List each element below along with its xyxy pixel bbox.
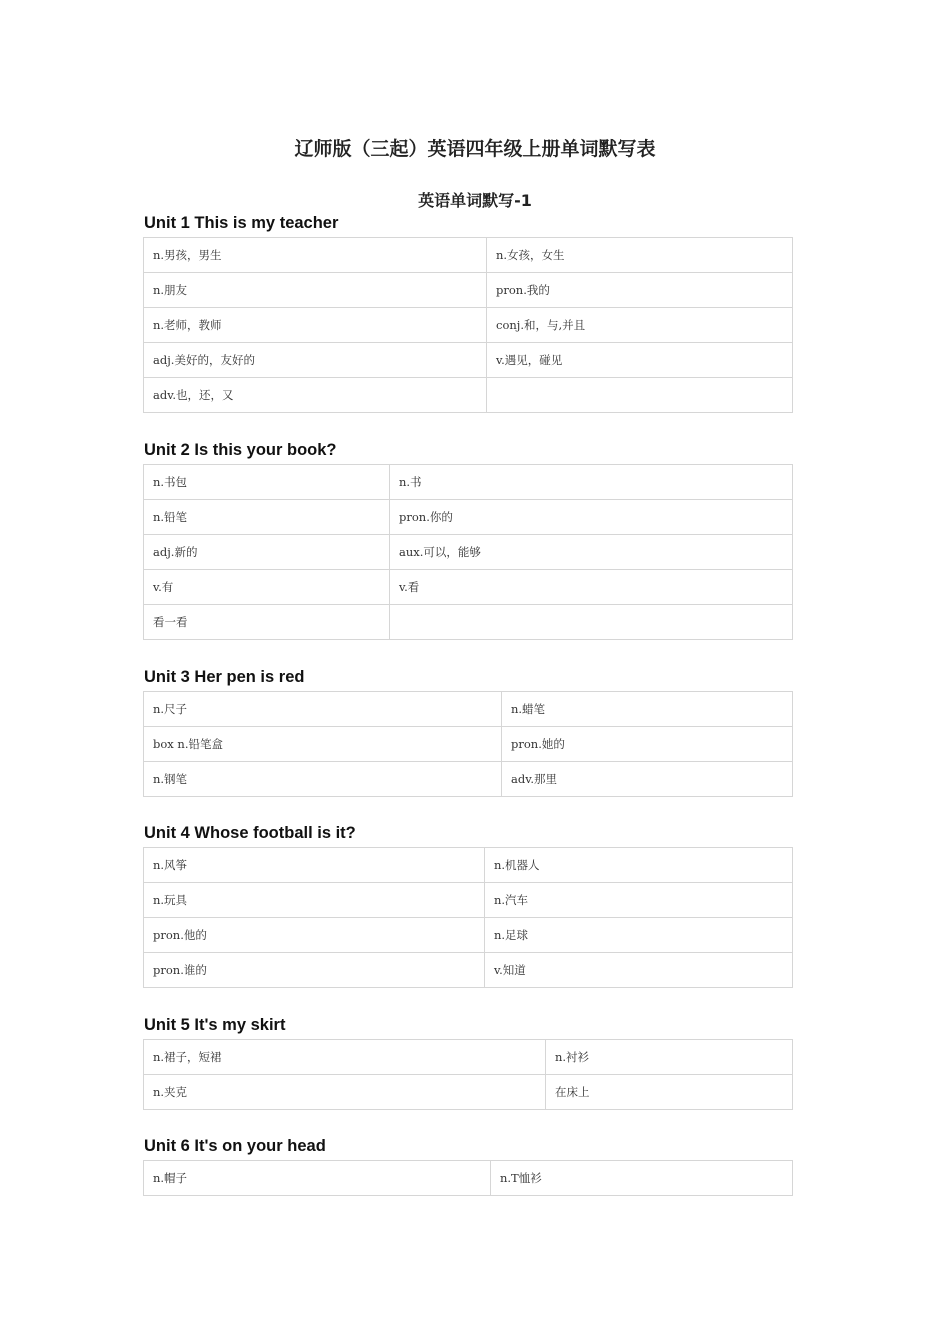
vocab-cell: pron.她的 (502, 727, 793, 762)
vocab-cell: pron.你的 (390, 500, 793, 535)
table-row (144, 1075, 793, 1110)
vocab-cell: pron.谁的 (144, 953, 485, 988)
vocab-cell: n.老师，教师 (144, 308, 487, 343)
vocab-cell: aux.可以，能够 (390, 535, 793, 570)
unit-5-vocab-table (143, 1039, 793, 1110)
table-row (144, 1040, 793, 1075)
table-row (144, 762, 793, 797)
vocab-cell: adj.新的 (144, 535, 390, 570)
unit-2-heading: Unit 2 Is this your book? (144, 441, 337, 459)
vocab-cell: n.T恤衫 (491, 1161, 793, 1196)
vocab-cell: conj.和，与,并且 (487, 308, 793, 343)
table-row (144, 953, 793, 988)
vocab-cell: n.夹克 (144, 1075, 546, 1110)
unit-5-heading: Unit 5 It's my skirt (144, 1016, 286, 1034)
vocab-cell: n.男孩，男生 (144, 238, 487, 273)
vocab-cell: v.遇见，碰见 (487, 343, 793, 378)
unit-2-vocab-table (143, 464, 793, 640)
table-row (144, 570, 793, 605)
unit-3-heading: Unit 3 Her pen is red (144, 668, 305, 686)
vocab-cell: n.风筝 (144, 848, 485, 883)
vocab-cell: n.朋友 (144, 273, 487, 308)
vocab-cell: pron.他的 (144, 918, 485, 953)
vocab-cell: n.铅笔 (144, 500, 390, 535)
vocab-cell: adv.也，还，又 (144, 378, 487, 413)
vocab-cell: n.钢笔 (144, 762, 502, 797)
vocab-cell: n.汽车 (485, 883, 793, 918)
table-row (144, 1161, 793, 1196)
document-subtitle: 英语单词默写-1 (418, 191, 532, 210)
table-row (144, 238, 793, 273)
vocab-cell: v.有 (144, 570, 390, 605)
unit-3-vocab-table (143, 691, 793, 797)
vocab-cell: n.书 (390, 465, 793, 500)
table-row (144, 378, 793, 413)
vocab-cell: 看一看 (144, 605, 390, 640)
vocab-cell: box n.铅笔盒 (144, 727, 502, 762)
table-row (144, 848, 793, 883)
table-row (144, 343, 793, 378)
vocab-cell (487, 378, 793, 413)
unit-1-heading: Unit 1 This is my teacher (144, 214, 339, 232)
vocab-cell: n.尺子 (144, 692, 502, 727)
table-row (144, 918, 793, 953)
vocab-cell: n.书包 (144, 465, 390, 500)
table-row (144, 727, 793, 762)
table-row (144, 273, 793, 308)
table-row (144, 500, 793, 535)
table-row (144, 605, 793, 640)
vocab-cell: v.看 (390, 570, 793, 605)
vocab-cell: v.知道 (485, 953, 793, 988)
document-title: 辽师版（三起）英语四年级上册单词默写表 (294, 138, 656, 160)
unit-1-vocab-table (143, 237, 793, 413)
vocab-cell (390, 605, 793, 640)
vocab-cell: n.足球 (485, 918, 793, 953)
vocab-cell: pron.我的 (487, 273, 793, 308)
table-row (144, 308, 793, 343)
vocab-cell: n.女孩，女生 (487, 238, 793, 273)
table-row (144, 465, 793, 500)
vocab-cell: n.机器人 (485, 848, 793, 883)
vocab-cell: n.帽子 (144, 1161, 491, 1196)
vocab-cell: n.衬衫 (546, 1040, 793, 1075)
table-row (144, 692, 793, 727)
unit-4-vocab-table (143, 847, 793, 988)
vocab-cell: n.裙子，短裙 (144, 1040, 546, 1075)
vocab-cell: n.蜡笔 (502, 692, 793, 727)
unit-6-vocab-table (143, 1160, 793, 1196)
vocab-cell: n.玩具 (144, 883, 485, 918)
unit-6-heading: Unit 6 It's on your head (144, 1137, 326, 1155)
table-row (144, 883, 793, 918)
vocab-cell: adj.美好的，友好的 (144, 343, 487, 378)
table-row (144, 535, 793, 570)
vocab-cell: 在床上 (546, 1075, 793, 1110)
unit-4-heading: Unit 4 Whose football is it? (144, 824, 356, 842)
vocab-cell: adv.那里 (502, 762, 793, 797)
